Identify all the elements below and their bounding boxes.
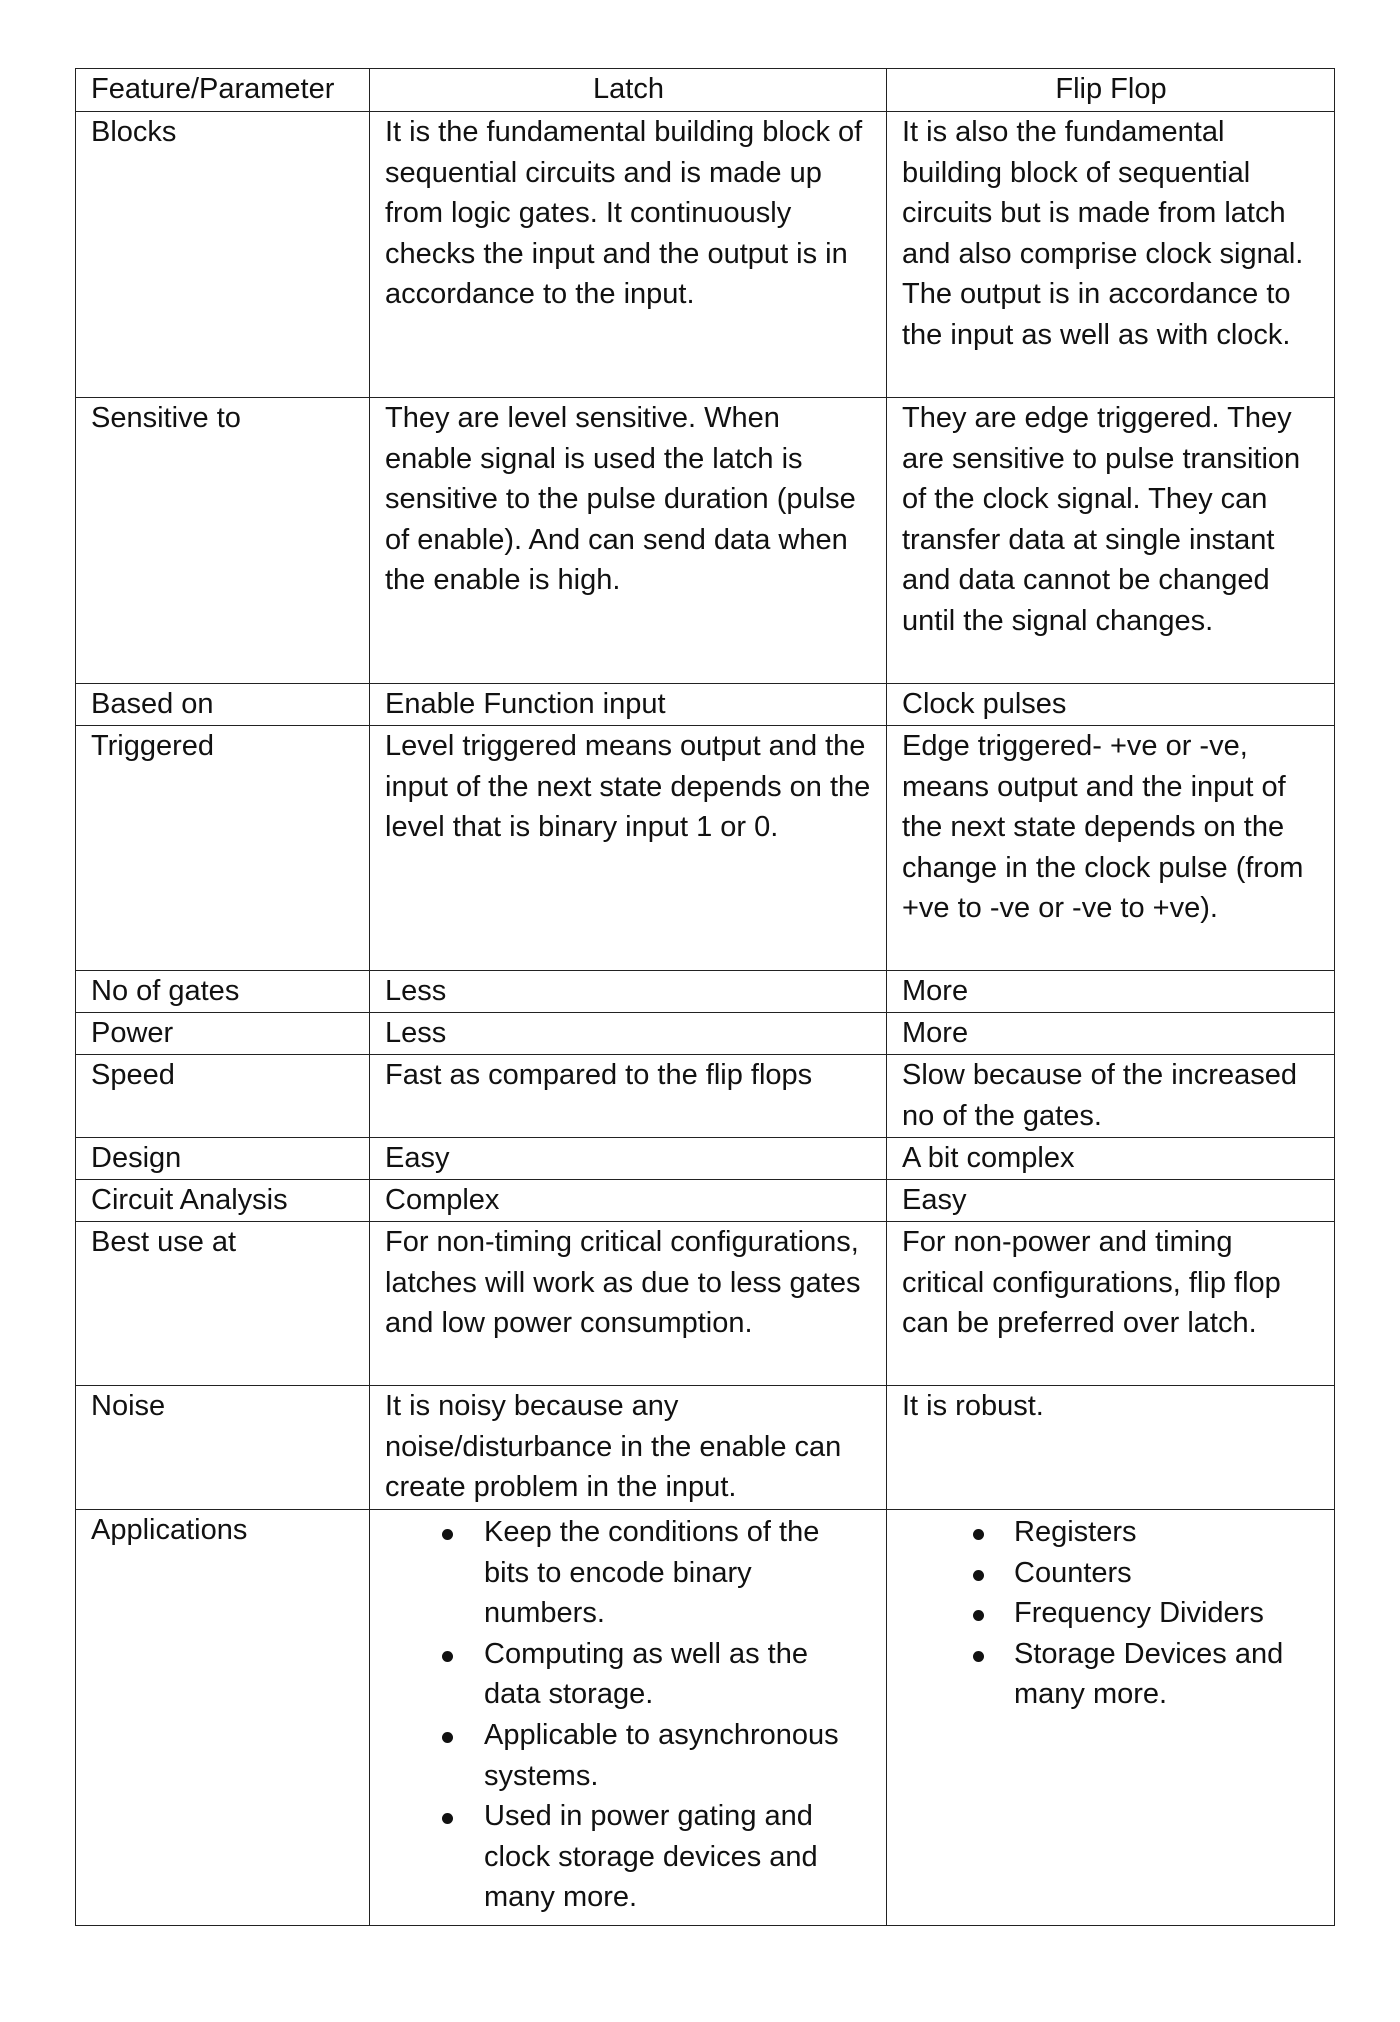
table-row <box>76 1013 1335 1055</box>
latch-cell: They are level sensitive. When enable signal is used the latch is sensitive to the pulse duration (pulse of enable). And can send data when the enable is high. <box>370 398 887 684</box>
bullet-icon <box>973 1651 984 1662</box>
document-page <box>75 68 1334 1926</box>
feature-cell: Speed <box>76 1055 370 1138</box>
bullet-icon <box>973 1570 984 1581</box>
flipflop-cell: It is also the fundamental building block of sequential circuits but is made from latch and also comprise clock signal. The output is in accordance to the input as well as with clock. <box>887 112 1335 398</box>
list-item <box>902 1593 1320 1634</box>
latch-applications-list <box>385 1512 872 1918</box>
table-row-applications <box>76 1510 1335 1926</box>
table-row <box>76 1386 1335 1510</box>
feature-cell: Triggered <box>76 726 370 971</box>
flipflop-cell: Slow because of the increased no of the gates. <box>887 1055 1335 1138</box>
list-item <box>385 1634 872 1715</box>
feature-cell: Sensitive to <box>76 398 370 684</box>
latch-cell <box>370 1510 887 1926</box>
bullet-icon <box>442 1732 453 1743</box>
header-feature: Feature/Parameter <box>76 69 370 112</box>
list-item-text: Keep the conditions of the bits to encode binary numbers. <box>484 1516 820 1630</box>
list-item <box>385 1715 872 1796</box>
flipflop-cell: Edge triggered- +ve or -ve, means output and the input of the next state depends on the change in the clock pulse (from +ve to -ve or -ve to +ve). <box>887 726 1335 971</box>
bullet-icon <box>973 1529 984 1540</box>
bullet-icon <box>973 1610 984 1621</box>
flipflop-cell: Clock pulses <box>887 684 1335 726</box>
list-item <box>902 1634 1320 1715</box>
latch-cell: Complex <box>370 1180 887 1222</box>
feature-cell: Design <box>76 1138 370 1180</box>
table-row <box>76 1055 1335 1138</box>
list-item-text: Frequency Dividers <box>1014 1597 1264 1630</box>
table-row <box>76 726 1335 971</box>
flipflop-cell: Easy <box>887 1180 1335 1222</box>
bullet-icon <box>442 1813 453 1824</box>
flipflop-cell: More <box>887 971 1335 1013</box>
list-item-text: Applicable to asynchronous systems. <box>484 1718 839 1792</box>
table-row <box>76 1138 1335 1180</box>
table-row <box>76 684 1335 726</box>
list-item <box>902 1553 1320 1594</box>
latch-cell: Easy <box>370 1138 887 1180</box>
list-item <box>902 1512 1320 1553</box>
feature-cell: Noise <box>76 1386 370 1510</box>
latch-cell: Less <box>370 971 887 1013</box>
latch-cell: Less <box>370 1013 887 1055</box>
list-item-text: Computing as well as the data storage. <box>484 1637 808 1711</box>
feature-cell: Best use at <box>76 1222 370 1386</box>
bullet-icon <box>442 1651 453 1662</box>
latch-cell: It is noisy because any noise/disturbance in the enable can create problem in the input. <box>370 1386 887 1510</box>
comparison-table <box>75 68 1335 1926</box>
table-row <box>76 398 1335 684</box>
feature-cell: Based on <box>76 684 370 726</box>
feature-cell: Power <box>76 1013 370 1055</box>
list-item <box>385 1796 872 1918</box>
latch-cell: For non-timing critical configurations, latches will work as due to less gates and low power consumption. <box>370 1222 887 1386</box>
latch-cell: Level triggered means output and the input of the next state depends on the level that is binary input 1 or 0. <box>370 726 887 971</box>
feature-cell: Blocks <box>76 112 370 398</box>
flipflop-cell: It is robust. <box>887 1386 1335 1510</box>
list-item-text: Used in power gating and clock storage devices and many more. <box>484 1800 818 1914</box>
feature-cell: Circuit Analysis <box>76 1180 370 1222</box>
list-item-text: Counters <box>1014 1556 1132 1589</box>
flipflop-cell: More <box>887 1013 1335 1055</box>
feature-cell: No of gates <box>76 971 370 1013</box>
header-latch: Latch <box>370 69 887 112</box>
flipflop-cell: A bit complex <box>887 1138 1335 1180</box>
list-item <box>385 1512 872 1634</box>
flipflop-cell <box>887 1510 1335 1926</box>
table-row <box>76 112 1335 398</box>
list-item-text: Storage Devices and many more. <box>1014 1637 1284 1711</box>
header-flipflop: Flip Flop <box>887 69 1335 112</box>
latch-cell: Enable Function input <box>370 684 887 726</box>
latch-cell: Fast as compared to the flip flops <box>370 1055 887 1138</box>
table-row <box>76 1222 1335 1386</box>
bullet-icon <box>442 1529 453 1540</box>
list-item-text: Registers <box>1014 1516 1137 1548</box>
flipflop-cell: They are edge triggered. They are sensitive to pulse transition of the clock signal. They can transfer data at single instant and data cannot be changed until the signal changes. <box>887 398 1335 684</box>
table-row <box>76 971 1335 1013</box>
header-row <box>76 69 1335 112</box>
table-row <box>76 1180 1335 1222</box>
flipflop-applications-list <box>902 1512 1320 1715</box>
latch-cell: It is the fundamental building block of sequential circuits and is made up from logic gates. It continuously checks the input and the output is in accordance to the input. <box>370 112 887 398</box>
flipflop-cell: For non-power and timing critical configurations, flip flop can be preferred over latch. <box>887 1222 1335 1386</box>
feature-cell: Applications <box>76 1510 370 1926</box>
